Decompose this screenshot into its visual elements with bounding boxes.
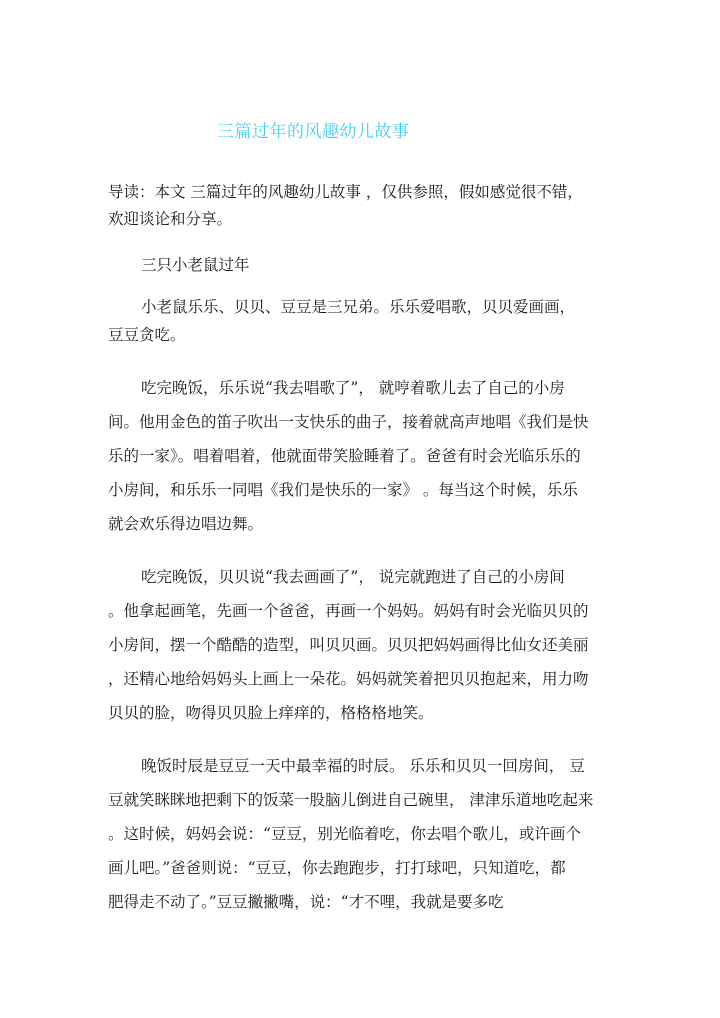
paragraph-line: 。他拿起画笔，先画一个爸爸，再画一个妈妈。妈妈有时会光临贝贝的 bbox=[108, 602, 589, 620]
paragraph-line: 豆就笑眯眯地把剩下的饭菜一股脑儿倒进自己碗里， 津津乐道地吃起来 bbox=[108, 791, 594, 809]
paragraph-line: 肥得走不动了。”豆豆撇撇嘴，说：“才不哩，我就是要多吃 bbox=[108, 893, 504, 911]
paragraph-line: 吃完晚饭，贝贝说“我去画画了”， 说完就跑进了自己的小房间 bbox=[141, 568, 565, 586]
paragraph-line: 贝贝的脸，吻得贝贝脸上痒痒的，格格格地笑。 bbox=[108, 704, 434, 722]
paragraph-line: 吃完晚饭，乐乐说“我去唱歌了”， 就哼着歌儿去了自己的小房 bbox=[141, 379, 565, 397]
intro-line: 欢迎谈论和分享。 bbox=[108, 210, 233, 228]
section-title: 三只小老鼠过年 bbox=[141, 256, 250, 274]
paragraph-line: 间。他用金色的笛子吹出一支快乐的曲子，接着就高声地唱《我们是快 bbox=[108, 413, 589, 431]
document-title: 三篇过年的风趣幼儿故事 bbox=[217, 122, 410, 142]
paragraph-line: 小房间，和乐乐一同唱《我们是快乐的一家》 。每当这个时候，乐乐 bbox=[108, 481, 578, 499]
intro-line: 导读：本文 三篇过年的风趣幼儿故事 ，仅供参照，假如感觉很不错， bbox=[108, 183, 583, 201]
paragraph-line: ，还精心地给妈妈头上画上一朵花。妈妈就笑着把贝贝抱起来，用力吻 bbox=[108, 670, 589, 688]
paragraph-line: 。这时候，妈妈会说：“豆豆，别光临着吃，你去唱个歌儿，或许画个 bbox=[108, 825, 581, 843]
paragraph-line: 晚饭时辰是豆豆一天中最幸福的时辰。 乐乐和贝贝一回房间， 豆 bbox=[141, 757, 585, 775]
paragraph-line: 乐的一家》。唱着唱着，他就面带笑脸睡着了。爸爸有时会光临乐乐的 bbox=[108, 447, 581, 465]
paragraph-line: 豆豆贪吃。 bbox=[108, 326, 186, 344]
paragraph-line: 就会欢乐得边唱边舞。 bbox=[108, 515, 264, 533]
paragraph-line: 小老鼠乐乐、贝贝、豆豆是三兄弟。乐乐爱唱歌，贝贝爱画画， bbox=[141, 298, 576, 316]
paragraph-line: 小房间，摆一个酷酷的造型，叫贝贝画。贝贝把妈妈画得比仙女还美丽 bbox=[108, 636, 589, 654]
paragraph-line: 画儿吧。”爸爸则说：“豆豆，你去跑跑步，打打球吧，只知道吃，都 bbox=[108, 859, 566, 877]
